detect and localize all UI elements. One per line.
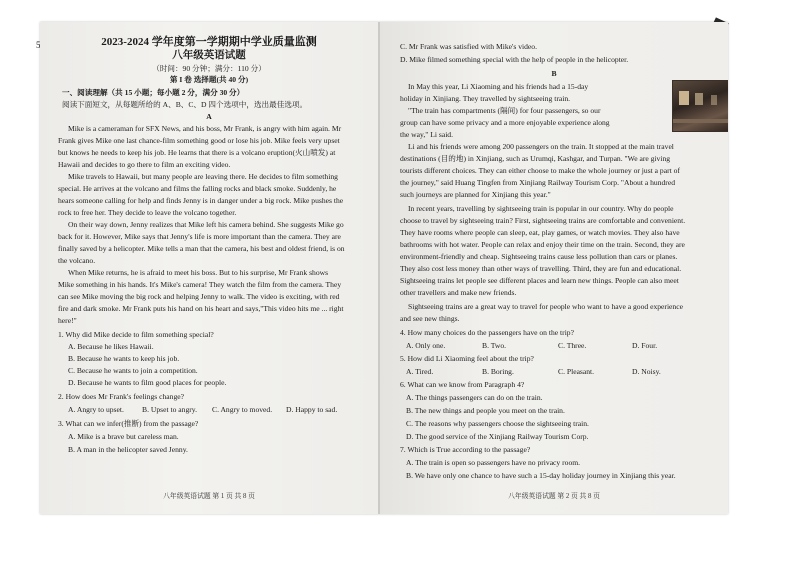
option[interactable]: C. Three. bbox=[558, 341, 587, 350]
question-1: 1. Why did Mike decide to film something special? bbox=[58, 330, 214, 339]
option[interactable]: D. Noisy. bbox=[632, 367, 661, 376]
passage-b-line: Li and his friends were among 200 passengers on the train. It stopped at the main travel bbox=[408, 142, 674, 151]
option[interactable]: A. Only one. bbox=[406, 341, 446, 350]
question-3: 3. What can we infer(推断) from the passage? bbox=[58, 419, 199, 428]
option[interactable]: C. Angry to moved. bbox=[212, 405, 273, 414]
passage-b-line: holiday in Xinjiang. They travelled by sightseeing train. bbox=[400, 94, 571, 103]
option[interactable]: A. Mike is a brave but careless man. bbox=[68, 432, 179, 441]
page-1 bbox=[40, 22, 378, 514]
passage-b-line: tourists different choices. They can either choose to make the whole journey or just a part of bbox=[400, 166, 680, 175]
passage-b-line: and see new things. bbox=[400, 314, 460, 323]
page-2 bbox=[380, 22, 728, 514]
question-5: 5. How did Li Xiaoming feel about the trip? bbox=[400, 354, 534, 363]
passage-b-line: "The train has compartments (隔间) for four passengers, so our bbox=[408, 106, 601, 115]
option[interactable]: D. Mike filmed something special with the help of people in the helicopter. bbox=[400, 55, 629, 64]
exam-spread bbox=[40, 22, 728, 514]
passage-a-line: hears someone calling for help and finds Jenny is in danger under a big rock. Mike pushes the bbox=[58, 196, 344, 205]
edge-mark: 5 bbox=[36, 40, 41, 50]
passage-b-line: bathrooms with hot water. People can relax and enjoy their time on the train. Second, they are bbox=[400, 240, 685, 249]
passage-a-line: but knows he needs to keep his job. He learns that there is a volcano eruption(火山喷发) at bbox=[58, 148, 336, 157]
option[interactable]: B. We have only one chance to have such a 15-day holiday journey in Xinjiang this year. bbox=[406, 471, 676, 480]
passage-b-line: such journeys are planned for Xinjiang this year." bbox=[400, 190, 551, 199]
passage-b-line: Sightseeing trains are a great way to travel for people who want to have a good experience bbox=[408, 302, 683, 311]
page-footer: 八年级英语试题 第 2 页 共 8 页 bbox=[508, 493, 600, 500]
option[interactable]: D. The good service of the Xinjiang Railway Tourism Corp. bbox=[406, 432, 589, 441]
question-2: 2. How does Mr Frank's feelings change? bbox=[58, 392, 185, 401]
passage-a-line: can see Mike moving the big rock and helping Jenny to walk. The video is exciting, with red bbox=[58, 292, 340, 301]
option[interactable]: B. Upset to angry. bbox=[142, 405, 197, 414]
option[interactable]: A. The train is open so passengers have no privacy room. bbox=[406, 458, 581, 467]
instruction: 阅读下面短文，从每题所给的 A、B、C、D 四个选项中，选出最佳选项。 bbox=[62, 100, 308, 109]
passage-b-line: group can have some privacy and a more enjoyable experience along bbox=[400, 118, 610, 127]
option[interactable]: B. Because he wants to keep his job. bbox=[68, 354, 180, 363]
option[interactable]: C. Pleasant. bbox=[558, 367, 595, 376]
exam-title: 2023-2024 学年度第一学期期中学业质量监测 bbox=[101, 36, 317, 48]
option[interactable]: A. Angry to upset. bbox=[68, 405, 124, 414]
option[interactable]: D. Four. bbox=[632, 341, 658, 350]
passage-a-line: here!" bbox=[58, 316, 77, 325]
passage-b-line: In May this year, Li Xiaoming and his friends had a 15-day bbox=[408, 82, 589, 91]
passage-b-line: choose to travel by sightseeing train? First, sightseeing trains are comfortable and convenient. bbox=[400, 216, 686, 225]
passage-a-line: When Mike returns, he is afraid to meet his boss. But to his surprise, Mr Frank shows bbox=[68, 268, 329, 277]
option[interactable]: B. A man in the helicopter saved Jenny. bbox=[68, 445, 188, 454]
passage-b-line: They also cost less money than other ways of travelling. Third, they are fun and educational. bbox=[400, 264, 682, 273]
time-info: （时间：90 分钟；满分：110 分） bbox=[152, 64, 266, 73]
passage-a-label: A bbox=[206, 112, 212, 121]
passage-a-line: Frank gives Mike one last chance-film something good or lose his job. Mike feels very upset bbox=[58, 136, 340, 145]
exam-subtitle: 八年级英语试题 bbox=[172, 50, 246, 61]
question-7: 7. Which is True according to the passage? bbox=[400, 445, 531, 454]
passage-b-line: the way," Li said. bbox=[400, 130, 454, 139]
option[interactable]: D. Happy to sad. bbox=[286, 405, 338, 414]
passage-a-line: Mike travels to Hawaii, but many people are leaving there. He decides to film something bbox=[68, 172, 338, 181]
passage-a-line: fire and dark smoke. Mr Frank puts his hand on his heart and says,"This video hits me ... right bbox=[58, 304, 344, 313]
option[interactable]: D. Because he wants to film good places for people. bbox=[68, 378, 227, 387]
option[interactable]: A. The things passengers can do on the train. bbox=[406, 393, 543, 402]
passage-b-line: the journey," said Huang Tingfen from Xinjiang Railway Tourism Corp. "About a hundred bbox=[400, 178, 676, 187]
sightseeing-train-interior-photo bbox=[672, 80, 728, 132]
option[interactable]: B. The new things and people you meet on the train. bbox=[406, 406, 565, 415]
passage-b-line: environment-friendly and cheap. Sightseeing trains cause less pollution than cars or planes. bbox=[400, 252, 678, 261]
passage-a-line: special. He arrives at the volcano and films the falling rocks and black smoke. Suddenly, he bbox=[58, 184, 337, 193]
passage-a-line: finally saved by a helicopter. Mike tells a man that the camera, his best and oldest friend, is on bbox=[58, 244, 345, 253]
passage-a-line: Mike something in his hands. It's Mike's camera! They watch the film from the camera. They bbox=[58, 280, 342, 289]
passage-a-line: rock to free her. They decide to leave the volcano together. bbox=[58, 208, 237, 217]
option[interactable]: C. Mr Frank was satisfied with Mike's video. bbox=[400, 42, 537, 51]
passage-b-line: In recent years, travelling by sightseeing train is popular in our country. Why do people bbox=[408, 204, 674, 213]
passage-b-label: B bbox=[551, 69, 557, 78]
section-title: 一、阅读理解（共 15 小题；每小题 2 分，满分 30 分） bbox=[62, 88, 245, 97]
option[interactable]: C. The reasons why passengers choose the sightseeing train. bbox=[406, 419, 589, 428]
part-title: 第 I 卷 选择题(共 40 分) bbox=[169, 75, 249, 84]
passage-a-line: On their way down, Jenny realizes that Mike left his camera behind. She suggests Mike go bbox=[68, 220, 344, 229]
option[interactable]: B. Two. bbox=[482, 341, 507, 350]
passage-b-line: other travellers and make new friends. bbox=[400, 288, 517, 297]
page-footer: 八年级英语试题 第 1 页 共 8 页 bbox=[163, 493, 255, 500]
passage-a-line: back for it. However, Mike says that Jenny's life is more important than the camera. They are bbox=[58, 232, 341, 241]
passage-b-line: destinations (目的地) in Xinjiang, such as Urumqi, Kashgar, and Turpan. "We are giving bbox=[400, 154, 671, 163]
option[interactable]: C. Because he wants to join a competition. bbox=[68, 366, 198, 375]
passage-a-line: Mike is a cameraman for SFX News, and his boss, Mr Frank, is angry with him again. Mr bbox=[68, 124, 342, 133]
question-6: 6. What can we know from Paragraph 4? bbox=[400, 380, 525, 389]
question-4: 4. How many choices do the passengers have on the trip? bbox=[400, 328, 574, 337]
passage-a-line: Hawaii and decides to go there to film an exciting video. bbox=[58, 160, 231, 169]
passage-a-line: the volcano. bbox=[58, 256, 96, 265]
passage-b-line: Sightseeing trains let people see different places and learn new things. People can also meet bbox=[400, 276, 679, 285]
option[interactable]: B. Boring. bbox=[482, 367, 514, 376]
passage-b-line: They have rooms where people can sleep, eat, play games, or watch movies. They also have bbox=[400, 228, 680, 237]
option[interactable]: A. Tired. bbox=[406, 367, 434, 376]
option[interactable]: A. Because he likes Hawaii. bbox=[68, 342, 154, 351]
